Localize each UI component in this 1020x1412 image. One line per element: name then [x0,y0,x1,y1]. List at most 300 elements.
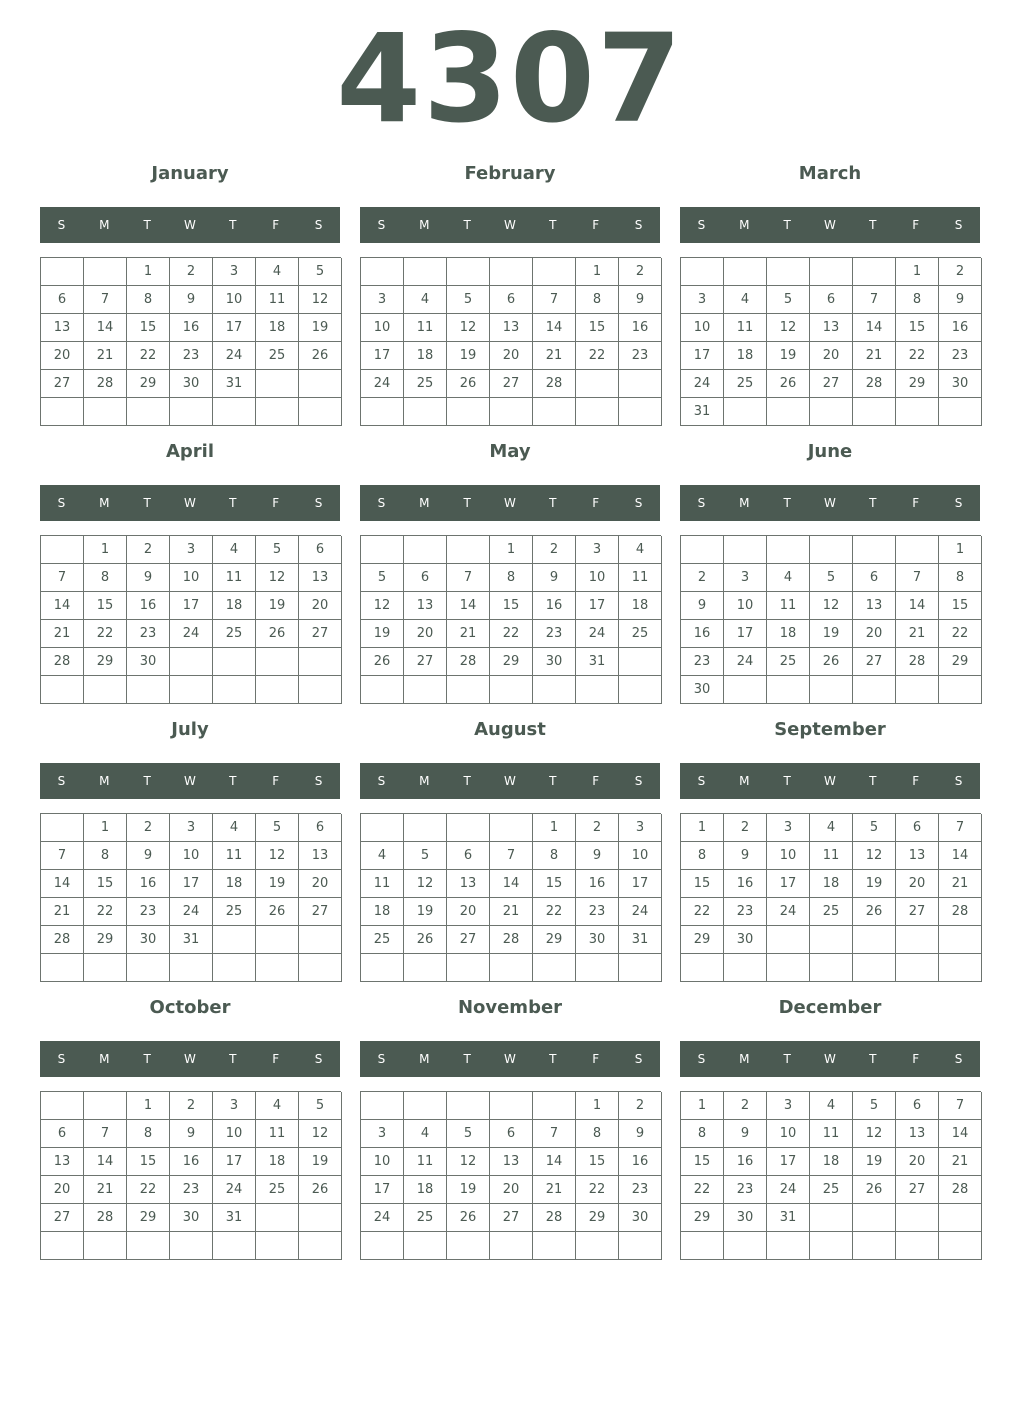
weekday-label: T [463,774,471,788]
empty-day-cell [896,954,939,982]
weekday-label: W [184,1052,196,1066]
day-cell: 19 [853,870,896,898]
empty-day-cell [361,954,404,982]
empty-day-cell [853,954,896,982]
day-cell: 21 [939,1148,982,1176]
day-cell: 31 [681,398,724,426]
day-cell: 23 [170,1176,213,1204]
weekday-label: S [57,496,66,510]
day-cell: 7 [939,814,982,842]
day-cell: 11 [256,286,299,314]
day-cell: 20 [299,870,342,898]
day-cell: 27 [810,370,853,398]
weekday-label: T [143,496,151,510]
day-cell: 27 [490,1204,533,1232]
weekday-label: S [697,1052,706,1066]
empty-day-cell [490,1232,533,1260]
day-cell: 13 [810,314,853,342]
weekday-label: S [697,774,706,788]
weekday-label: W [504,218,516,232]
day-cell: 17 [619,870,662,898]
day-cell: 4 [767,564,810,592]
empty-day-cell [361,258,404,286]
weekday-label: S [634,774,643,788]
day-cell: 31 [767,1204,810,1232]
day-cell: 19 [810,620,853,648]
day-cell: 27 [853,648,896,676]
weekday-label: T [229,1052,237,1066]
day-cell: 6 [404,564,447,592]
weekday-label: M [419,218,430,232]
day-cell: 19 [256,870,299,898]
empty-day-cell [576,398,619,426]
day-cell: 11 [361,870,404,898]
day-cell: 7 [533,286,576,314]
month-name: September [774,719,886,740]
day-cell: 30 [533,648,576,676]
day-cell: 9 [619,1120,662,1148]
day-cell: 10 [576,564,619,592]
day-grid [680,1091,981,1260]
day-cell: 4 [404,286,447,314]
weekday-label: T [229,774,237,788]
day-cell: 29 [681,1204,724,1232]
weekday-label: F [272,1052,280,1066]
day-cell: 6 [299,814,342,842]
weekday-label: M [99,774,110,788]
day-cell: 9 [533,564,576,592]
day-cell: 22 [533,898,576,926]
day-cell: 9 [681,592,724,620]
empty-day-cell [896,1204,939,1232]
day-cell: 11 [810,1120,853,1148]
day-cell: 6 [490,1120,533,1148]
day-cell: 19 [404,898,447,926]
day-cell: 20 [490,1176,533,1204]
day-cell: 21 [84,1176,127,1204]
day-cell: 20 [299,592,342,620]
day-cell: 20 [810,342,853,370]
day-cell: 24 [681,370,724,398]
day-cell: 4 [361,842,404,870]
day-cell: 16 [127,592,170,620]
day-cell: 18 [256,314,299,342]
day-cell: 6 [490,286,533,314]
empty-day-cell [299,1232,342,1260]
month-name: May [489,441,531,462]
empty-day-cell [533,1232,576,1260]
empty-day-cell [404,676,447,704]
day-cell: 29 [681,926,724,954]
month-name: November [457,997,563,1018]
day-cell: 15 [939,592,982,620]
day-cell: 2 [576,814,619,842]
empty-day-cell [41,536,84,564]
empty-day-cell [853,536,896,564]
day-cell: 25 [256,1176,299,1204]
day-cell: 6 [810,286,853,314]
empty-day-cell [213,648,256,676]
empty-day-cell [810,1204,853,1232]
weekday-label: S [314,1052,323,1066]
weekday-label: F [272,774,280,788]
day-cell: 24 [576,620,619,648]
weekday-label: T [783,496,791,510]
day-cell: 12 [853,1120,896,1148]
weekday-label: S [954,1052,963,1066]
empty-day-cell [810,1232,853,1260]
day-cell: 6 [299,536,342,564]
day-cell: 22 [127,342,170,370]
day-cell: 16 [170,1148,213,1176]
empty-day-cell [724,258,767,286]
day-cell: 3 [170,536,213,564]
day-grid [680,257,981,426]
empty-day-cell [170,1232,213,1260]
day-cell: 3 [361,286,404,314]
weekday-label: T [869,218,877,232]
day-cell: 21 [41,898,84,926]
day-cell: 19 [767,342,810,370]
day-cell: 4 [256,1092,299,1120]
day-cell: 1 [84,536,127,564]
empty-day-cell [41,676,84,704]
day-cell: 14 [939,1120,982,1148]
day-cell: 8 [490,564,533,592]
day-cell: 7 [84,286,127,314]
day-cell: 11 [619,564,662,592]
day-cell: 2 [127,814,170,842]
day-cell: 7 [853,286,896,314]
day-cell: 18 [619,592,662,620]
day-cell: 25 [404,370,447,398]
day-cell: 23 [127,898,170,926]
empty-day-cell [767,676,810,704]
day-cell: 12 [361,592,404,620]
empty-day-cell [256,926,299,954]
empty-day-cell [767,258,810,286]
day-cell: 13 [404,592,447,620]
weekday-label: S [954,774,963,788]
empty-day-cell [41,1232,84,1260]
day-cell: 13 [41,1148,84,1176]
empty-day-cell [767,398,810,426]
empty-day-cell [533,1092,576,1120]
weekday-header [680,485,980,521]
day-cell: 21 [939,870,982,898]
day-cell: 29 [127,370,170,398]
day-cell: 28 [853,370,896,398]
day-cell: 5 [447,286,490,314]
day-cell: 24 [619,898,662,926]
weekday-label: F [272,218,280,232]
weekday-label: M [419,496,430,510]
day-cell: 5 [404,842,447,870]
weekday-label: F [592,218,600,232]
day-cell: 18 [810,870,853,898]
empty-day-cell [724,954,767,982]
day-cell: 13 [447,870,490,898]
day-cell: 19 [299,1148,342,1176]
day-cell: 5 [853,1092,896,1120]
day-cell: 22 [576,1176,619,1204]
day-cell: 27 [299,898,342,926]
day-cell: 18 [404,342,447,370]
day-cell: 25 [404,1204,447,1232]
day-cell: 13 [490,1148,533,1176]
empty-day-cell [490,258,533,286]
day-cell: 9 [576,842,619,870]
day-cell: 15 [490,592,533,620]
empty-day-cell [84,1232,127,1260]
day-cell: 23 [576,898,619,926]
day-cell: 27 [41,1204,84,1232]
empty-day-cell [41,398,84,426]
day-cell: 24 [213,342,256,370]
day-cell: 9 [619,286,662,314]
day-cell: 25 [619,620,662,648]
day-cell: 14 [41,592,84,620]
day-cell: 26 [767,370,810,398]
month-name: February [464,163,556,184]
day-cell: 25 [810,898,853,926]
day-cell: 20 [404,620,447,648]
day-cell: 8 [681,1120,724,1148]
day-cell: 12 [447,314,490,342]
day-cell: 17 [170,870,213,898]
day-cell: 21 [41,620,84,648]
empty-day-cell [681,1232,724,1260]
weekday-label: T [869,1052,877,1066]
weekday-label: W [504,1052,516,1066]
weekday-label: T [783,218,791,232]
day-cell: 10 [619,842,662,870]
weekday-label: F [592,496,600,510]
empty-day-cell [127,676,170,704]
empty-day-cell [576,954,619,982]
day-cell: 26 [404,926,447,954]
day-cell: 16 [127,870,170,898]
weekday-label: M [739,774,750,788]
empty-day-cell [299,398,342,426]
empty-day-cell [170,676,213,704]
empty-day-cell [213,398,256,426]
empty-day-cell [41,954,84,982]
day-cell: 16 [619,314,662,342]
day-cell: 21 [447,620,490,648]
day-cell: 2 [127,536,170,564]
year-title: 4307 [336,8,684,150]
day-cell: 23 [724,898,767,926]
day-cell: 18 [361,898,404,926]
day-cell: 28 [939,898,982,926]
day-cell: 14 [447,592,490,620]
day-cell: 27 [299,620,342,648]
day-cell: 2 [170,258,213,286]
day-cell: 23 [127,620,170,648]
day-cell: 2 [681,564,724,592]
empty-day-cell [767,536,810,564]
empty-day-cell [256,648,299,676]
weekday-label: W [824,1052,836,1066]
empty-day-cell [299,676,342,704]
empty-day-cell [127,1232,170,1260]
day-cell: 29 [533,926,576,954]
day-cell: 30 [576,926,619,954]
day-cell: 26 [853,1176,896,1204]
day-cell: 15 [127,1148,170,1176]
day-cell: 3 [767,1092,810,1120]
weekday-label: W [504,774,516,788]
day-cell: 5 [361,564,404,592]
weekday-header [360,485,660,521]
day-cell: 30 [619,1204,662,1232]
day-cell: 17 [213,1148,256,1176]
weekday-label: M [739,218,750,232]
empty-day-cell [619,954,662,982]
day-cell: 18 [724,342,767,370]
day-cell: 24 [361,1204,404,1232]
day-cell: 16 [576,870,619,898]
day-cell: 1 [896,258,939,286]
day-cell: 16 [170,314,213,342]
day-cell: 21 [490,898,533,926]
day-cell: 10 [170,564,213,592]
day-cell: 1 [84,814,127,842]
day-cell: 31 [213,1204,256,1232]
empty-day-cell [576,370,619,398]
day-cell: 12 [299,1120,342,1148]
day-cell: 18 [213,592,256,620]
day-cell: 8 [533,842,576,870]
empty-day-cell [853,398,896,426]
empty-day-cell [681,954,724,982]
day-cell: 30 [170,370,213,398]
empty-day-cell [810,954,853,982]
empty-day-cell [361,1092,404,1120]
empty-day-cell [41,1092,84,1120]
day-cell: 5 [810,564,853,592]
weekday-header [360,1041,660,1077]
day-grid [40,535,341,704]
empty-day-cell [84,1092,127,1120]
weekday-label: T [463,218,471,232]
day-cell: 25 [256,342,299,370]
day-cell: 12 [256,564,299,592]
weekday-label: W [824,496,836,510]
day-cell: 9 [170,1120,213,1148]
day-cell: 14 [41,870,84,898]
weekday-header [680,207,980,243]
day-cell: 25 [810,1176,853,1204]
day-cell: 14 [84,1148,127,1176]
day-cell: 1 [681,1092,724,1120]
day-cell: 29 [490,648,533,676]
day-cell: 23 [681,648,724,676]
day-cell: 27 [447,926,490,954]
weekday-label: S [377,496,386,510]
day-cell: 4 [724,286,767,314]
weekday-label: T [549,496,557,510]
weekday-header [40,763,340,799]
day-cell: 29 [576,1204,619,1232]
empty-day-cell [84,398,127,426]
weekday-label: T [783,774,791,788]
day-cell: 4 [619,536,662,564]
day-cell: 21 [533,1176,576,1204]
empty-day-cell [767,954,810,982]
day-cell: 29 [896,370,939,398]
empty-day-cell [896,1232,939,1260]
day-cell: 7 [84,1120,127,1148]
day-cell: 7 [533,1120,576,1148]
day-cell: 22 [127,1176,170,1204]
day-cell: 16 [619,1148,662,1176]
weekday-label: F [912,218,920,232]
day-cell: 15 [533,870,576,898]
day-cell: 14 [939,842,982,870]
day-cell: 7 [41,564,84,592]
day-cell: 23 [724,1176,767,1204]
weekday-label: T [549,1052,557,1066]
weekday-label: T [783,1052,791,1066]
day-cell: 12 [767,314,810,342]
day-cell: 29 [127,1204,170,1232]
day-cell: 11 [213,564,256,592]
day-cell: 24 [724,648,767,676]
day-cell: 27 [490,370,533,398]
day-cell: 7 [939,1092,982,1120]
weekday-header [680,1041,980,1077]
day-cell: 3 [681,286,724,314]
day-cell: 30 [724,926,767,954]
day-cell: 22 [84,898,127,926]
weekday-header [40,485,340,521]
empty-day-cell [619,370,662,398]
day-cell: 18 [404,1176,447,1204]
day-cell: 24 [170,620,213,648]
day-cell: 30 [939,370,982,398]
day-cell: 7 [896,564,939,592]
empty-day-cell [127,954,170,982]
month-name: July [171,719,209,740]
day-cell: 15 [896,314,939,342]
day-cell: 30 [127,926,170,954]
weekday-label: T [143,1052,151,1066]
day-cell: 22 [939,620,982,648]
day-cell: 2 [724,1092,767,1120]
weekday-label: F [272,496,280,510]
weekday-label: S [697,218,706,232]
empty-day-cell [619,648,662,676]
day-cell: 3 [576,536,619,564]
day-cell: 28 [41,648,84,676]
day-cell: 27 [896,898,939,926]
empty-day-cell [533,954,576,982]
day-cell: 10 [361,1148,404,1176]
empty-day-cell [361,676,404,704]
weekday-label: M [99,496,110,510]
day-cell: 20 [896,870,939,898]
day-cell: 6 [41,1120,84,1148]
empty-day-cell [213,676,256,704]
weekday-label: T [229,496,237,510]
empty-day-cell [299,648,342,676]
month-name: March [798,163,862,184]
day-cell: 4 [810,814,853,842]
empty-day-cell [767,1232,810,1260]
day-cell: 26 [256,620,299,648]
